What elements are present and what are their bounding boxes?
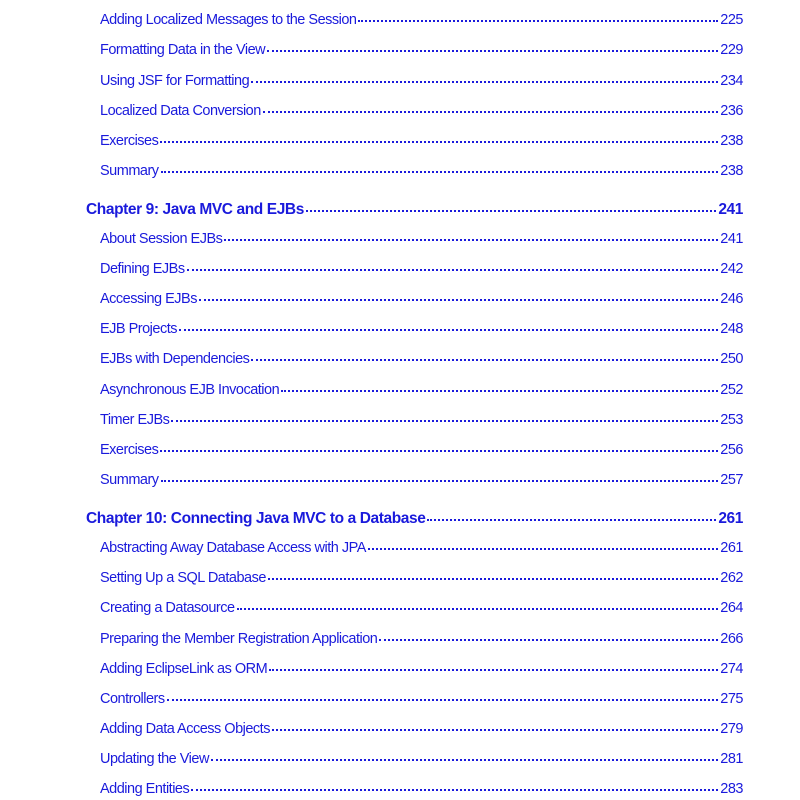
toc-section-link[interactable] [100, 567, 743, 586]
toc-entry-page-number: 262 [720, 569, 743, 586]
toc-section-link[interactable] [100, 597, 743, 616]
dot-leader [167, 688, 719, 703]
toc-entry-page-number: 236 [720, 102, 743, 119]
dot-leader [191, 778, 718, 793]
toc-entry-page-number: 264 [720, 599, 743, 616]
toc-section-link[interactable] [100, 228, 743, 247]
toc-entry-page-number: 266 [720, 630, 743, 647]
toc-section-link[interactable] [100, 70, 743, 89]
toc-entry-page-number: 234 [720, 72, 743, 89]
toc-entry-title: Asynchronous EJB Invocation [100, 381, 280, 398]
toc-chapter-link[interactable] [86, 198, 743, 219]
toc-entry-title: Summary [100, 471, 159, 488]
toc-entry-page-number: 238 [720, 162, 743, 179]
toc-section-link[interactable] [100, 288, 743, 307]
toc-section-link[interactable] [100, 100, 743, 119]
toc-entry-page-number: 279 [720, 720, 743, 737]
dot-leader [281, 379, 718, 394]
dot-leader [160, 439, 718, 454]
toc-section-link[interactable] [100, 628, 743, 647]
toc-entry-page-number: 253 [720, 411, 743, 428]
dot-leader [267, 39, 718, 54]
toc-section-link[interactable] [100, 778, 743, 797]
toc-entry-title: Defining EJBs [100, 260, 185, 277]
dot-leader [269, 658, 718, 673]
toc-entry-title: Preparing the Member Registration Application [100, 630, 378, 647]
toc-entry-title: EJB Projects [100, 320, 177, 337]
dot-leader [306, 198, 716, 214]
dot-leader [268, 567, 718, 582]
toc-entry-title: About Session EJBs [100, 230, 223, 247]
toc-section-link[interactable] [100, 537, 743, 556]
toc-entry-title: Setting Up a SQL Database [100, 569, 266, 586]
toc-entry-title: Adding Localized Messages to the Session [100, 11, 357, 28]
toc-entry-page-number: 252 [720, 381, 743, 398]
toc-entry-page-number: 248 [720, 320, 743, 337]
dot-leader [251, 70, 718, 85]
toc-section-link[interactable] [100, 348, 743, 367]
toc-section-link[interactable] [100, 439, 743, 458]
toc-entry-page-number: 274 [720, 660, 743, 677]
dot-leader [427, 507, 716, 523]
toc-section-link[interactable] [100, 130, 743, 149]
toc-chapter-link[interactable] [86, 507, 743, 528]
toc-section-link[interactable] [100, 469, 743, 488]
dot-leader [251, 348, 718, 363]
dot-leader [379, 628, 718, 643]
toc-entry-page-number: 241 [720, 230, 743, 247]
dot-leader [161, 469, 719, 484]
toc-entry-title: EJBs with Dependencies [100, 350, 250, 367]
toc-entry-page-number: 241 [718, 200, 743, 218]
toc-entry-title: Adding Data Access Objects [100, 720, 270, 737]
toc-entry-title: Exercises [100, 132, 159, 149]
toc-entry-title: Localized Data Conversion [100, 102, 261, 119]
dot-leader [199, 288, 718, 303]
dot-leader [179, 318, 718, 333]
toc-entry-page-number: 283 [720, 780, 743, 797]
toc-entry-page-number: 250 [720, 350, 743, 367]
toc-entry-title: Creating a Datasource [100, 599, 235, 616]
dot-leader [237, 597, 719, 612]
dot-leader [171, 409, 718, 424]
toc-entry-page-number: 242 [720, 260, 743, 277]
toc-entry-title: Exercises [100, 441, 159, 458]
dot-leader [224, 228, 718, 243]
toc-entry-title: Adding Entities [100, 780, 190, 797]
toc-section-link[interactable] [100, 748, 743, 767]
toc-entry-title: Accessing EJBs [100, 290, 197, 307]
toc-entry-page-number: 281 [720, 750, 743, 767]
toc-section-link[interactable] [100, 160, 743, 179]
dot-leader [358, 9, 718, 24]
toc-section-link[interactable] [100, 318, 743, 337]
dot-leader [368, 537, 718, 552]
toc-entry-title: Updating the View [100, 750, 209, 767]
toc-entry-title: Chapter 9: Java MVC and EJBs [86, 200, 304, 218]
toc-entry-title: Formatting Data in the View [100, 41, 266, 58]
dot-leader [263, 100, 719, 115]
toc-entry-page-number: 256 [720, 441, 743, 458]
toc-section-link[interactable] [100, 718, 743, 737]
toc-entry-title: Adding EclipseLink as ORM [100, 660, 268, 677]
toc-section-link[interactable] [100, 658, 743, 677]
toc-entry-page-number: 238 [720, 132, 743, 149]
toc-entry-page-number: 261 [720, 539, 743, 556]
dot-leader [160, 130, 718, 145]
dot-leader [211, 748, 718, 763]
toc-entry-title: Controllers [100, 690, 165, 707]
toc-entry-page-number: 261 [718, 509, 743, 527]
toc-section-link[interactable] [100, 409, 743, 428]
dot-leader [272, 718, 718, 733]
toc-entry-page-number: 225 [720, 11, 743, 28]
toc-entry-title: Summary [100, 162, 159, 179]
toc-entry-title: Using JSF for Formatting [100, 72, 250, 89]
toc-entry-page-number: 246 [720, 290, 743, 307]
toc-entry-page-number: 229 [720, 41, 743, 58]
toc-section-link[interactable] [100, 379, 743, 398]
toc-section-link[interactable] [100, 39, 743, 58]
toc-section-link[interactable] [100, 688, 743, 707]
toc-entry-title: Timer EJBs [100, 411, 170, 428]
toc-entry-title: Chapter 10: Connecting Java MVC to a Database [86, 509, 426, 527]
toc-section-link[interactable] [100, 258, 743, 277]
toc-entry-page-number: 275 [720, 690, 743, 707]
dot-leader [187, 258, 719, 273]
toc-entry-page-number: 257 [720, 471, 743, 488]
dot-leader [161, 160, 719, 175]
toc-section-link[interactable] [100, 9, 743, 28]
toc-entry-title: Abstracting Away Database Access with JPA [100, 539, 366, 556]
